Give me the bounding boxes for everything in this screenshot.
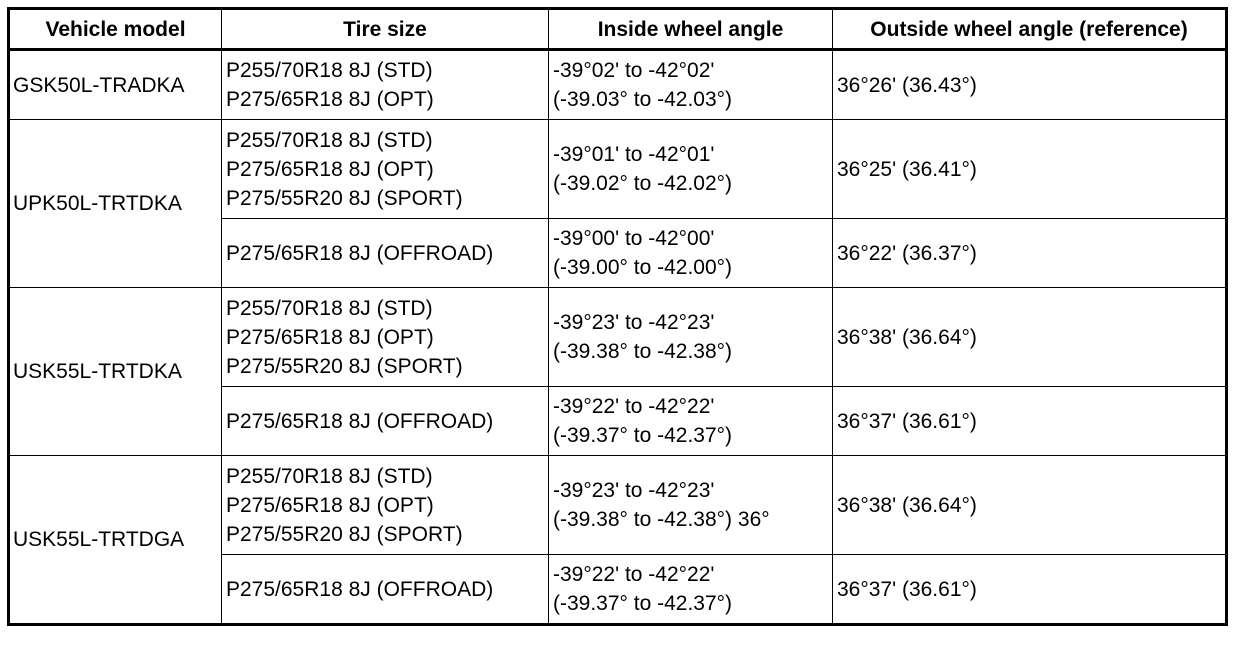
header-outside-wheel-angle: Outside wheel angle (reference) <box>833 9 1227 50</box>
inside-angle-line: -39°23' to -42°23' <box>553 479 715 502</box>
wheel-angle-table <box>7 7 1228 626</box>
header-tire-size: Tire size <box>222 9 549 50</box>
tire-size-cell <box>222 288 549 387</box>
tire-size-line: P275/65R18 8J (OPT) <box>226 325 434 349</box>
inside-angle-cell <box>549 219 833 288</box>
vehicle-model-cell: USK55L-TRTDGA <box>9 456 222 625</box>
outside-angle-cell: 36°38' (36.64°) <box>833 288 1227 387</box>
outside-angle-cell: 36°22' (36.37°) <box>833 219 1227 288</box>
tire-size-line: P275/65R18 8J (OPT) <box>226 493 434 517</box>
tire-size-line: P275/65R18 8J (OPT) <box>226 157 434 181</box>
tire-size-line: P275/55R20 8J (SPORT) <box>226 354 463 378</box>
table-row <box>9 456 1227 555</box>
inside-angle-cell <box>549 387 833 456</box>
inside-angle-line: (-39.03° to -42.03°) <box>553 88 733 111</box>
inside-angle-line: (-39.02° to -42.02°) <box>553 172 733 195</box>
outside-angle-cell: 36°37' (36.61°) <box>833 387 1227 456</box>
inside-angle-cell <box>549 555 833 625</box>
inside-angle-line: (-39.38° to -42.38°) 36° <box>553 508 770 531</box>
outside-angle-cell: 36°38' (36.64°) <box>833 456 1227 555</box>
tire-size-cell <box>222 456 549 555</box>
vehicle-model-cell: USK55L-TRTDKA <box>9 288 222 456</box>
header-row <box>9 9 1227 50</box>
inside-angle-cell <box>549 50 833 120</box>
inside-angle-line: -39°22' to -42°22' <box>553 563 715 586</box>
vehicle-model-cell: GSK50L-TRADKA <box>9 50 222 120</box>
inside-angle-line: -39°02' to -42°02' <box>553 59 715 82</box>
tire-size-line: P275/55R20 8J (SPORT) <box>226 186 463 210</box>
tire-size-line: P275/55R20 8J (SPORT) <box>226 522 463 546</box>
table-row <box>9 50 1227 120</box>
tire-size-line: P275/65R18 8J (OFFROAD) <box>226 409 494 433</box>
vehicle-model-cell: UPK50L-TRTDKA <box>9 120 222 288</box>
table-row <box>9 120 1227 219</box>
inside-angle-line: (-39.38° to -42.38°) <box>553 340 733 363</box>
inside-angle-line: (-39.37° to -42.37°) <box>553 424 733 447</box>
outside-angle-cell: 36°25' (36.41°) <box>833 120 1227 219</box>
tire-size-cell <box>222 50 549 120</box>
inside-angle-line: -39°22' to -42°22' <box>553 395 715 418</box>
inside-angle-line: -39°00' to -42°00' <box>553 227 715 250</box>
inside-angle-cell <box>549 120 833 219</box>
inside-angle-line: (-39.00° to -42.00°) <box>553 256 733 279</box>
outside-angle-cell: 36°26' (36.43°) <box>833 50 1227 120</box>
tire-size-cell <box>222 387 549 456</box>
inside-angle-line: -39°23' to -42°23' <box>553 311 715 334</box>
outside-angle-cell: 36°37' (36.61°) <box>833 555 1227 625</box>
tire-size-cell <box>222 120 549 219</box>
tire-size-line: P275/65R18 8J (OFFROAD) <box>226 577 494 601</box>
inside-angle-cell <box>549 456 833 555</box>
tire-size-line: P275/65R18 8J (OFFROAD) <box>226 241 494 265</box>
inside-angle-line: (-39.37° to -42.37°) <box>553 592 733 615</box>
tire-size-line: P255/70R18 8J (STD) <box>226 464 433 488</box>
tire-size-line: P255/70R18 8J (STD) <box>226 59 433 82</box>
tire-size-cell <box>222 555 549 625</box>
tire-size-cell <box>222 219 549 288</box>
tire-size-line: P255/70R18 8J (STD) <box>226 296 433 320</box>
inside-angle-cell <box>549 288 833 387</box>
inside-angle-line: -39°01' to -42°01' <box>553 143 715 166</box>
tire-size-line: P275/65R18 8J (OPT) <box>226 88 434 111</box>
header-inside-wheel-angle: Inside wheel angle <box>549 9 833 50</box>
tire-size-line: P255/70R18 8J (STD) <box>226 128 433 152</box>
table-row <box>9 288 1227 387</box>
header-vehicle-model: Vehicle model <box>9 9 222 50</box>
